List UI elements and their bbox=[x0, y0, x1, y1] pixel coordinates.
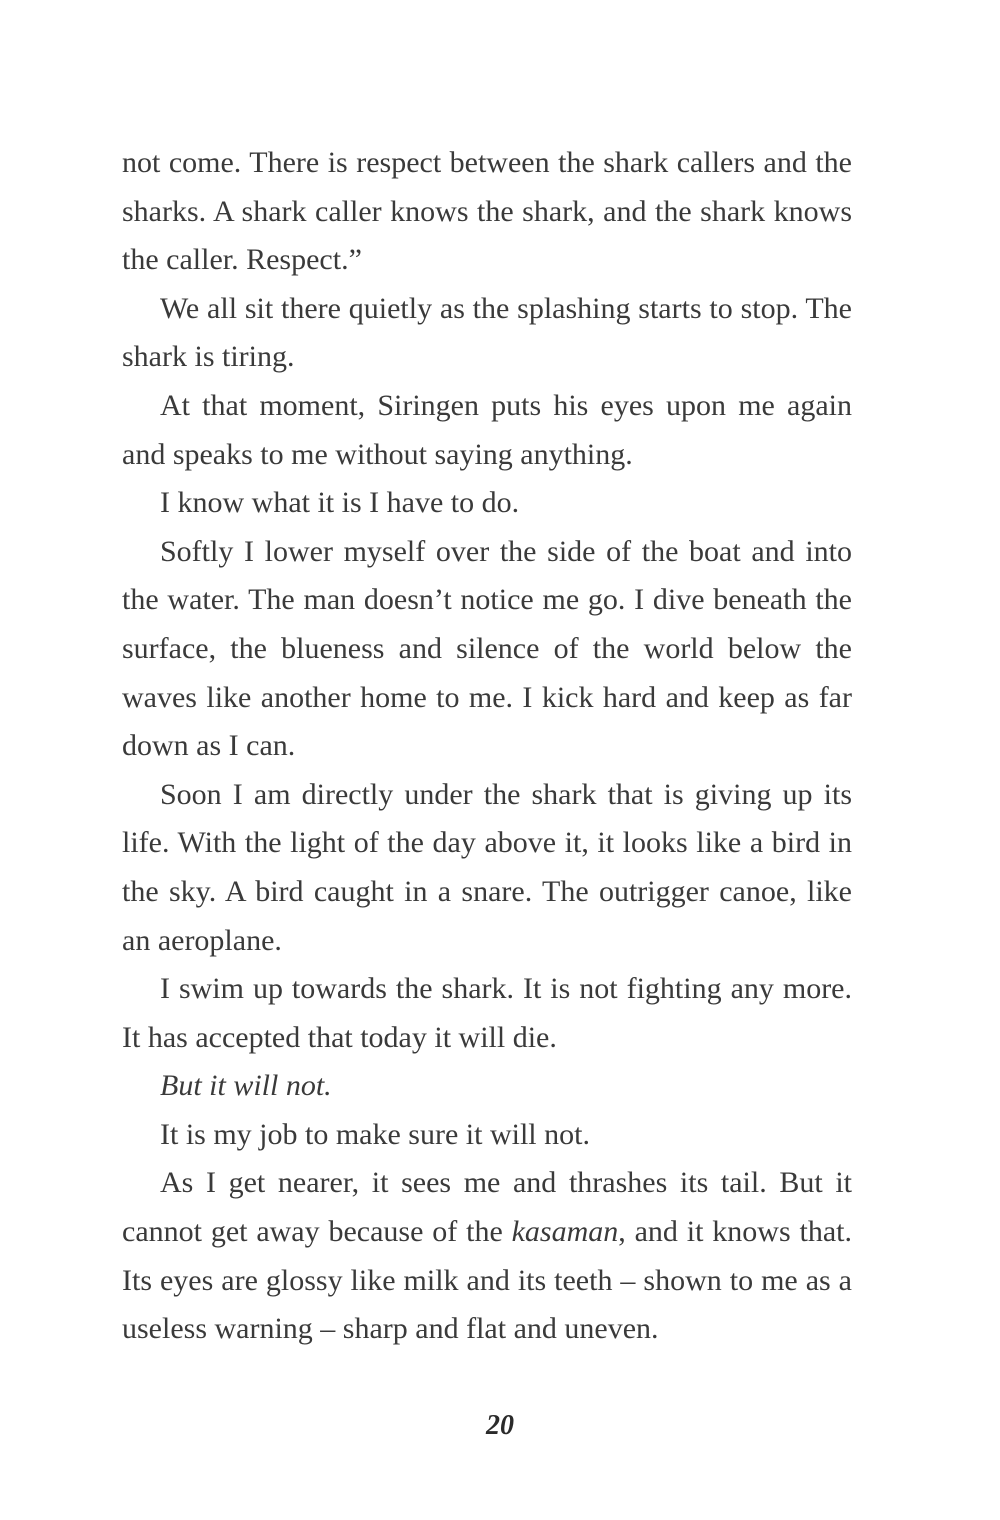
paragraph-6 bbox=[122, 771, 852, 965]
text-span: Soon I am directly under the shark that is giving up its life. With the light of the day above it, it looks like a bird in the sky. A bird caught in a snare. The outrigger canoe, like an aeroplane. bbox=[122, 777, 852, 957]
text-span: Softly I lower myself over the side of the boat and into the water. The man doesn’t notice me go. I dive beneath the surface, the blueness and silence of the world below the waves like another home to me. I kick hard and keep as far down as I can. bbox=[122, 534, 852, 763]
text-span: It is my job to make sure it will not. bbox=[160, 1117, 590, 1151]
paragraph-8 bbox=[122, 1062, 852, 1111]
italic-text: But it will not. bbox=[160, 1069, 332, 1103]
body-text bbox=[122, 139, 852, 1354]
text-span: I know what it is I have to do. bbox=[160, 486, 520, 520]
paragraph-7 bbox=[122, 965, 852, 1062]
paragraph-10 bbox=[122, 1159, 852, 1353]
italic-text: kasaman bbox=[511, 1215, 619, 1249]
text-span: As I get nearer, it sees me and thrashes its tail. But it cannot get away because of the bbox=[122, 1166, 852, 1249]
text-span: not come. There is respect between the shark callers and the sharks. A shark caller knows the shark, and the shark knows the caller. Respect.” bbox=[122, 146, 852, 277]
text-span: At that moment, Siringen puts his eyes upon me again and speaks to me without saying anything. bbox=[122, 388, 852, 471]
paragraph-4 bbox=[122, 479, 852, 528]
paragraph-9 bbox=[122, 1111, 852, 1160]
page-number: 20 bbox=[486, 1410, 514, 1441]
text-span: I swim up towards the shark. It is not fighting any more. It has accepted that today it will die. bbox=[122, 972, 852, 1054]
paragraph-2 bbox=[122, 285, 852, 382]
paragraph-3 bbox=[122, 382, 852, 479]
text-span: , and it knows that. Its eyes are glossy like milk and its teeth – shown to me as a useless warning – sharp and flat and uneven. bbox=[122, 1215, 852, 1346]
text-span: We all sit there quietly as the splashing starts to stop. The shark is tiring. bbox=[122, 291, 852, 374]
paragraph-5 bbox=[122, 528, 852, 771]
paragraph-1 bbox=[122, 139, 852, 285]
